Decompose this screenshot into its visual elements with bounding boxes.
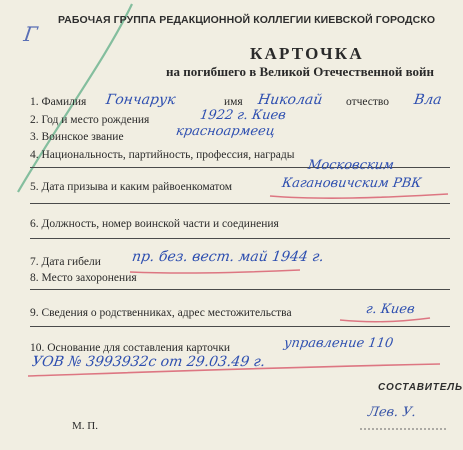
patronymic-value: Вла [412,92,443,108]
surname-value: Гончарук [104,92,177,108]
red-underline-9 [0,314,450,330]
basis-value-2: УОВ № 3993932с от 29.03.49 г. [30,354,267,370]
basis-value-1: управление 110 [282,336,395,351]
compiler-label: СОСТАВИТЕЛЬ [378,382,463,393]
field-burial-label: 8. Место захоронения [30,272,137,284]
rule-5 [30,203,450,204]
field-surname-label: 1. Фамилия [30,96,87,108]
field-rank-label: 3. Воинское звание [30,131,124,143]
death-value: пр. без. вест. май 1944 г. [130,249,325,265]
field-relatives-label: 9. Сведения о родственниках, адрес местожительства [30,307,292,319]
conscription-value-2: Кагановичским РВК [280,176,423,191]
field-unit-label: 6. Должность, номер воинской части и соединения [30,218,279,230]
signature-rule [0,426,450,436]
rule-6 [30,238,450,239]
red-underline-5 [0,190,450,210]
header-org: РАБОЧАЯ ГРУППА РЕДАКЦИОННОЙ КОЛЛЕГИИ КИЕВСКОЙ ГОРОДСКО [58,14,436,26]
field-nationality-label: 4. Национальность, партийность, профессия, награды [30,149,295,161]
card-subtitle: на погибшего в Великой Отечественной войн [166,64,435,79]
corner-mark: Г [22,22,39,46]
rule-9 [30,326,450,327]
field-birth-label: 2. Год и место рождения [30,114,150,126]
stamp-place-label: М. П. [72,420,98,432]
conscription-value-1: Московским [306,158,395,173]
name-value: Николай [256,92,324,108]
rule-8 [30,289,450,290]
field-conscription-label: 5. Дата призыва и каким райвоенкоматом [30,181,233,193]
signature: Лев. У. [366,405,417,420]
field-basis-label: 10. Основание для составления карточки [30,342,231,354]
field-death-label: 7. Дата гибели [30,256,101,268]
birth-value: 1922 г. Киев [198,108,287,123]
field-patronymic-label: отчество [346,96,390,108]
card-title: КАРТОЧКА [250,44,364,63]
rank-value: красноармеец [174,124,276,139]
field-name-label: имя [224,96,243,108]
relatives-value: г. Киев [364,302,416,317]
